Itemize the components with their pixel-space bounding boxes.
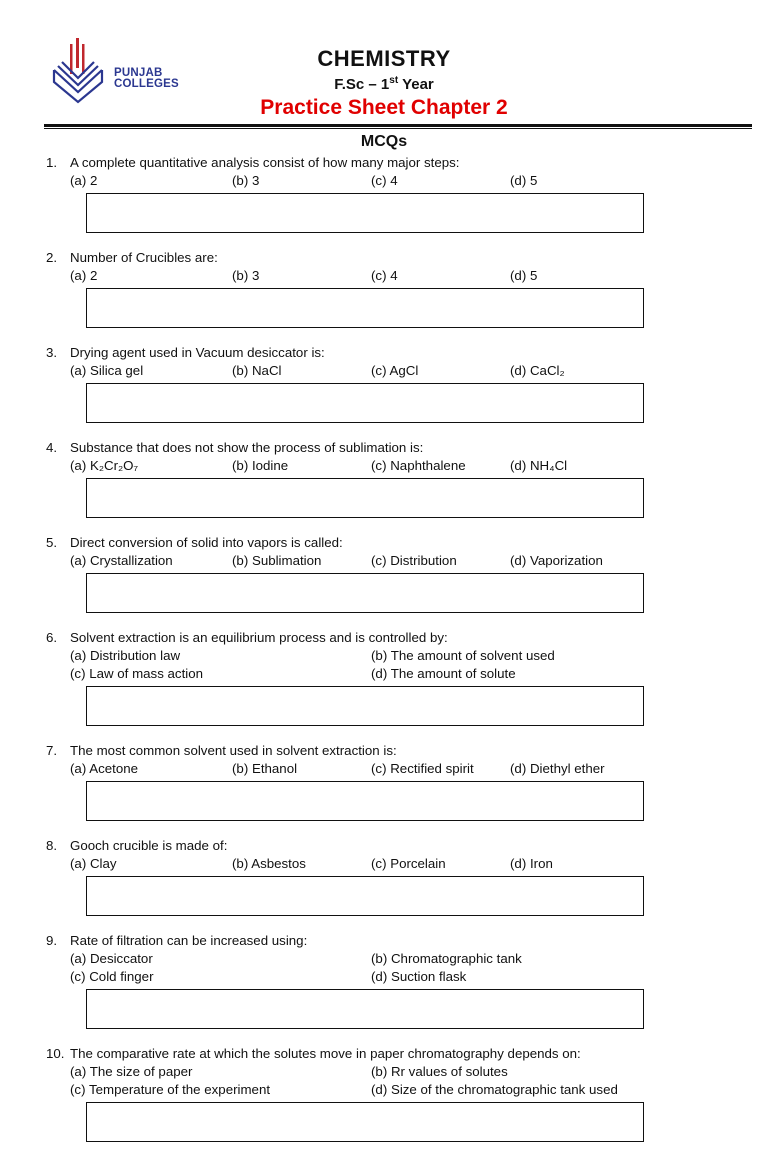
question-number: 1. — [46, 155, 58, 170]
question-text: Number of Crucibles are: — [70, 250, 218, 265]
logo-line-1: PUNJAB — [114, 67, 163, 79]
option-c: (c) Distribution — [371, 553, 457, 568]
logo-line-2: COLLEGES — [114, 78, 179, 90]
option-c: (c) Cold finger — [70, 969, 154, 984]
question-text: Substance that does not show the process of sublimation is: — [70, 440, 424, 455]
question-item — [46, 154, 656, 233]
options-row — [46, 665, 656, 683]
option-b: (b) NaCl — [232, 363, 282, 378]
answer-box[interactable] — [86, 573, 644, 613]
options-row — [46, 457, 656, 475]
question-line — [46, 742, 656, 760]
question-line — [46, 249, 656, 267]
option-c: (c) 4 — [371, 173, 398, 188]
options-row — [46, 968, 656, 986]
answer-box[interactable] — [86, 383, 644, 423]
option-d: (d) Suction flask — [371, 969, 467, 984]
question-list — [46, 154, 656, 1156]
subtitle-sup: st — [389, 75, 399, 86]
question-number: 6. — [46, 630, 58, 645]
option-b: (b) Sublimation — [232, 553, 322, 568]
page-header — [0, 0, 768, 150]
option-a: (a) Acetone — [70, 761, 139, 776]
question-line — [46, 1045, 656, 1063]
question-item — [46, 344, 656, 423]
answer-box[interactable] — [86, 193, 644, 233]
option-d: (d) 5 — [510, 173, 538, 188]
header-divider — [44, 124, 752, 127]
option-b: (b) 3 — [232, 173, 260, 188]
answer-box[interactable] — [86, 876, 644, 916]
question-item — [46, 932, 656, 1029]
question-number: 4. — [46, 440, 58, 455]
option-c: (c) Porcelain — [371, 856, 446, 871]
question-item — [46, 249, 656, 328]
option-d: (d) CaCl₂ — [510, 363, 565, 378]
question-line — [46, 932, 656, 950]
header-divider-thin — [44, 128, 752, 129]
option-d: (d) 5 — [510, 268, 538, 283]
option-a: (a) Clay — [70, 856, 117, 871]
question-item — [46, 742, 656, 821]
option-a: (a) Silica gel — [70, 363, 144, 378]
option-d: (d) Size of the chromatographic tank used — [371, 1082, 618, 1097]
option-b: (b) Iodine — [232, 458, 289, 473]
options-row — [46, 1063, 656, 1081]
answer-box[interactable] — [86, 989, 644, 1029]
class-subtitle — [0, 75, 768, 93]
option-a: (a) Distribution law — [70, 648, 181, 663]
options-row — [46, 362, 656, 380]
question-line — [46, 344, 656, 362]
option-c: (c) AgCl — [371, 363, 419, 378]
question-item — [46, 629, 656, 726]
answer-box[interactable] — [86, 686, 644, 726]
options-row — [46, 855, 656, 873]
option-c: (c) Temperature of the experiment — [70, 1082, 271, 1097]
option-a: (a) Desiccator — [70, 951, 153, 966]
option-a: (a) The size of paper — [70, 1064, 193, 1079]
question-line — [46, 629, 656, 647]
question-number: 7. — [46, 743, 58, 758]
question-line — [46, 439, 656, 457]
question-number: 3. — [46, 345, 58, 360]
options-row — [46, 647, 656, 665]
option-a: (a) 2 — [70, 268, 98, 283]
options-row — [46, 267, 656, 285]
question-number: 8. — [46, 838, 58, 853]
option-c: (c) Rectified spirit — [371, 761, 474, 776]
question-text: The comparative rate at which the solutes move in paper chromatography depends on: — [70, 1046, 581, 1061]
option-a: (a) 2 — [70, 173, 98, 188]
options-row — [46, 172, 656, 190]
option-b: (b) Rr values of solutes — [371, 1064, 508, 1079]
question-text: Rate of filtration can be increased using: — [70, 933, 308, 948]
option-b: (b) Asbestos — [232, 856, 306, 871]
options-row — [46, 1081, 656, 1099]
question-number: 9. — [46, 933, 58, 948]
option-c: (c) 4 — [371, 268, 398, 283]
question-item — [46, 837, 656, 916]
question-item — [46, 1045, 656, 1142]
question-text: Solvent extraction is an equilibrium process and is controlled by: — [70, 630, 448, 645]
question-line — [46, 534, 656, 552]
subtitle-prefix: F.Sc – 1 — [334, 76, 390, 93]
question-text: Direct conversion of solid into vapors is called: — [70, 535, 343, 550]
question-item — [46, 439, 656, 518]
question-number: 5. — [46, 535, 58, 550]
question-number: 2. — [46, 250, 58, 265]
option-d: (d) Iron — [510, 856, 553, 871]
question-text: The most common solvent used in solvent extraction is: — [70, 743, 397, 758]
question-text: A complete quantitative analysis consist of how many major steps: — [70, 155, 460, 170]
option-d: (d) The amount of solute — [371, 666, 516, 681]
answer-box[interactable] — [86, 288, 644, 328]
options-row — [46, 760, 656, 778]
answer-box[interactable] — [86, 1102, 644, 1142]
option-d: (d) Vaporization — [510, 553, 603, 568]
option-b: (b) The amount of solvent used — [371, 648, 555, 663]
question-line — [46, 837, 656, 855]
sheet-title: Practice Sheet Chapter 2 — [260, 96, 508, 119]
option-b: (b) Chromatographic tank — [371, 951, 522, 966]
options-row — [46, 950, 656, 968]
option-c: (c) Law of mass action — [70, 666, 204, 681]
options-row — [46, 552, 656, 570]
option-d: (d) NH₄Cl — [510, 458, 568, 473]
answer-box[interactable] — [86, 478, 644, 518]
option-a: (a) K₂Cr₂O₇ — [70, 458, 139, 473]
option-c: (c) Naphthalene — [371, 458, 466, 473]
question-number: 10. — [46, 1046, 65, 1061]
option-a: (a) Crystallization — [70, 553, 173, 568]
question-item — [46, 534, 656, 613]
question-text: Drying agent used in Vacuum desiccator is: — [70, 345, 325, 360]
question-line — [46, 154, 656, 172]
page-title: CHEMISTRY — [317, 46, 451, 71]
option-d: (d) Diethyl ether — [510, 761, 605, 776]
option-b: (b) 3 — [232, 268, 260, 283]
option-b: (b) Ethanol — [232, 761, 298, 776]
question-text: Gooch crucible is made of: — [70, 838, 228, 853]
answer-box[interactable] — [86, 781, 644, 821]
subtitle-suffix: Year — [398, 76, 434, 93]
section-title: MCQs — [360, 133, 408, 150]
